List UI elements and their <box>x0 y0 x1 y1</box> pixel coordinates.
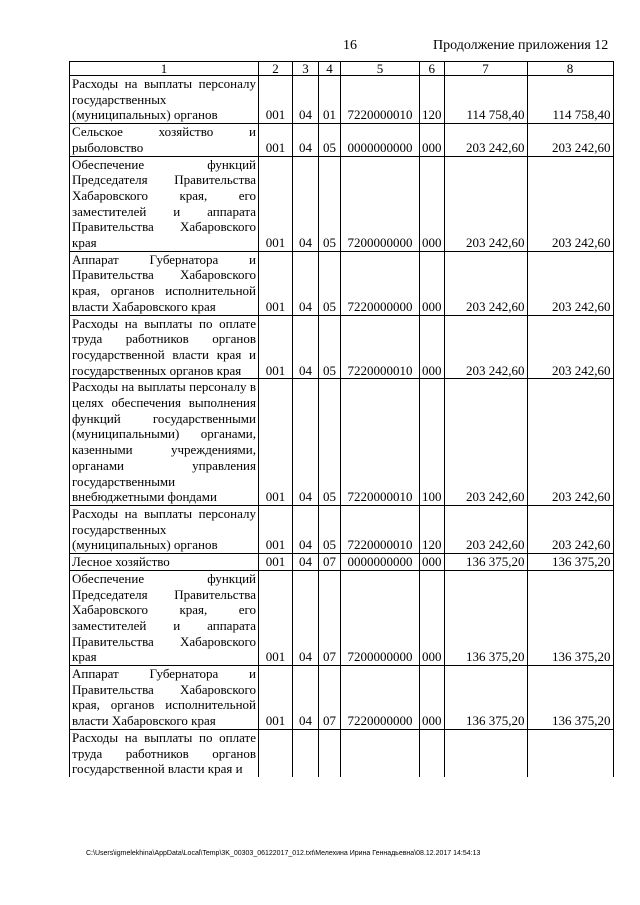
amount-col7: 203 242,60 <box>444 379 527 506</box>
chapter-code: 001 <box>259 251 293 315</box>
amount-col7: 136 375,20 <box>444 554 527 571</box>
target-article-code: 7220000000 <box>341 251 420 315</box>
expense-name: Расходы на выплаты по оплате труда работников органов государственной власти края и <box>70 729 259 777</box>
amount-col8: 203 242,60 <box>527 505 613 553</box>
column-header: 6 <box>420 62 445 76</box>
table-row <box>70 729 614 777</box>
chapter-code: 001 <box>259 554 293 571</box>
section-code: 04 <box>293 156 319 251</box>
table-row <box>70 505 614 553</box>
amount-col8: 114 758,40 <box>527 76 613 124</box>
column-header: 3 <box>293 62 319 76</box>
column-header: 2 <box>259 62 293 76</box>
target-article-code: 7220000010 <box>341 505 420 553</box>
table-row <box>70 76 614 124</box>
expense-name: Сельское хозяйство и рыболовство <box>70 124 259 156</box>
chapter-code: 001 <box>259 379 293 506</box>
target-article-code: 0000000000 <box>341 554 420 571</box>
amount-col7: 203 242,60 <box>444 156 527 251</box>
target-article-code: 7220000010 <box>341 76 420 124</box>
expense-name: Обеспечение функций Председателя Правительства Хабаровского края, его заместителей и аппарата Правительства Хабаровского края <box>70 570 259 665</box>
target-article-code: 7220000010 <box>341 379 420 506</box>
amount-col8: 203 242,60 <box>527 379 613 506</box>
amount-col8: 136 375,20 <box>527 570 613 665</box>
target-article-code: 7220000000 <box>341 666 420 730</box>
file-path-footer: C:\Users\igmelekhina\AppData\Local\Temp\3K_00303_06122017_012.txt\Мелехина Ирина Геннадьевна\08.12.2017 14:54:13 <box>86 850 481 857</box>
appendix-continuation-title: Продолжение приложения 12 <box>433 38 609 53</box>
expense-type-code: 000 <box>420 666 445 730</box>
amount-col8: 136 375,20 <box>527 554 613 571</box>
table-row <box>70 379 614 506</box>
amount-col8: 203 242,60 <box>527 251 613 315</box>
subsection-code: 01 <box>319 76 341 124</box>
section-code: 04 <box>293 505 319 553</box>
amount-col7: 136 375,20 <box>444 570 527 665</box>
chapter-code: 001 <box>259 124 293 156</box>
table-row <box>70 570 614 665</box>
subsection-code <box>319 729 341 777</box>
expense-name: Расходы на выплаты по оплате труда работников органов государственной власти края и государственных органов края <box>70 315 259 379</box>
section-code: 04 <box>293 379 319 506</box>
amount-col8: 203 242,60 <box>527 315 613 379</box>
expense-type-code: 000 <box>420 570 445 665</box>
budget-table <box>69 61 614 777</box>
page-number: 16 <box>343 38 357 53</box>
amount-col7: 114 758,40 <box>444 76 527 124</box>
section-code <box>293 729 319 777</box>
table-row <box>70 156 614 251</box>
section-code: 04 <box>293 251 319 315</box>
amount-col8: 203 242,60 <box>527 156 613 251</box>
subsection-code: 05 <box>319 379 341 506</box>
target-article-code: 7200000000 <box>341 156 420 251</box>
amount-col7: 136 375,20 <box>444 666 527 730</box>
chapter-code: 001 <box>259 76 293 124</box>
section-code: 04 <box>293 570 319 665</box>
amount-col8: 203 242,60 <box>527 124 613 156</box>
expense-name: Аппарат Губернатора и Правительства Хабаровского края, органов исполнительной власти Хабаровского края <box>70 666 259 730</box>
amount-col8: 136 375,20 <box>527 666 613 730</box>
expense-type-code: 120 <box>420 76 445 124</box>
amount-col7: 203 242,60 <box>444 251 527 315</box>
amount-col7: 203 242,60 <box>444 505 527 553</box>
chapter-code: 001 <box>259 315 293 379</box>
section-code: 04 <box>293 315 319 379</box>
subsection-code: 05 <box>319 315 341 379</box>
section-code: 04 <box>293 124 319 156</box>
expense-type-code: 000 <box>420 156 445 251</box>
expense-name: Аппарат Губернатора и Правительства Хабаровского края, органов исполнительной власти Хабаровского края <box>70 251 259 315</box>
subsection-code: 05 <box>319 251 341 315</box>
table-row <box>70 315 614 379</box>
column-header: 7 <box>444 62 527 76</box>
expense-type-code: 000 <box>420 124 445 156</box>
column-number-row <box>70 62 614 76</box>
subsection-code: 07 <box>319 570 341 665</box>
column-header: 8 <box>527 62 613 76</box>
target-article-code: 0000000000 <box>341 124 420 156</box>
expense-name: Обеспечение функций Председателя Правительства Хабаровского края, его заместителей и аппарата Правительства Хабаровского края <box>70 156 259 251</box>
expense-type-code <box>420 729 445 777</box>
expense-type-code: 120 <box>420 505 445 553</box>
chapter-code <box>259 729 293 777</box>
amount-col7: 203 242,60 <box>444 124 527 156</box>
column-header: 5 <box>341 62 420 76</box>
amount-col8 <box>527 729 613 777</box>
section-code: 04 <box>293 76 319 124</box>
subsection-code: 05 <box>319 156 341 251</box>
table-row <box>70 554 614 571</box>
section-code: 04 <box>293 554 319 571</box>
target-article-code: 7220000010 <box>341 315 420 379</box>
chapter-code: 001 <box>259 505 293 553</box>
amount-col7 <box>444 729 527 777</box>
amount-col7: 203 242,60 <box>444 315 527 379</box>
expense-type-code: 000 <box>420 251 445 315</box>
chapter-code: 001 <box>259 666 293 730</box>
chapter-code: 001 <box>259 156 293 251</box>
table-row <box>70 666 614 730</box>
column-header: 1 <box>70 62 259 76</box>
expense-name: Лесное хозяйство <box>70 554 259 571</box>
table-body <box>70 76 614 777</box>
subsection-code: 05 <box>319 124 341 156</box>
expense-name: Расходы на выплаты персоналу в целях обеспечения выполнения функций государственными (муниципальными) органами, казенными учреждениями, органами управления государственными внебюджетными фондами <box>70 379 259 506</box>
expense-type-code: 100 <box>420 379 445 506</box>
chapter-code: 001 <box>259 570 293 665</box>
table-row <box>70 124 614 156</box>
subsection-code: 07 <box>319 666 341 730</box>
column-header: 4 <box>319 62 341 76</box>
expense-name: Расходы на выплаты персоналу государственных (муниципальных) органов <box>70 505 259 553</box>
expense-name: Расходы на выплаты персоналу государственных (муниципальных) органов <box>70 76 259 124</box>
expense-type-code: 000 <box>420 554 445 571</box>
target-article-code <box>341 729 420 777</box>
subsection-code: 05 <box>319 505 341 553</box>
section-code: 04 <box>293 666 319 730</box>
expense-type-code: 000 <box>420 315 445 379</box>
subsection-code: 07 <box>319 554 341 571</box>
target-article-code: 7200000000 <box>341 570 420 665</box>
table-row <box>70 251 614 315</box>
